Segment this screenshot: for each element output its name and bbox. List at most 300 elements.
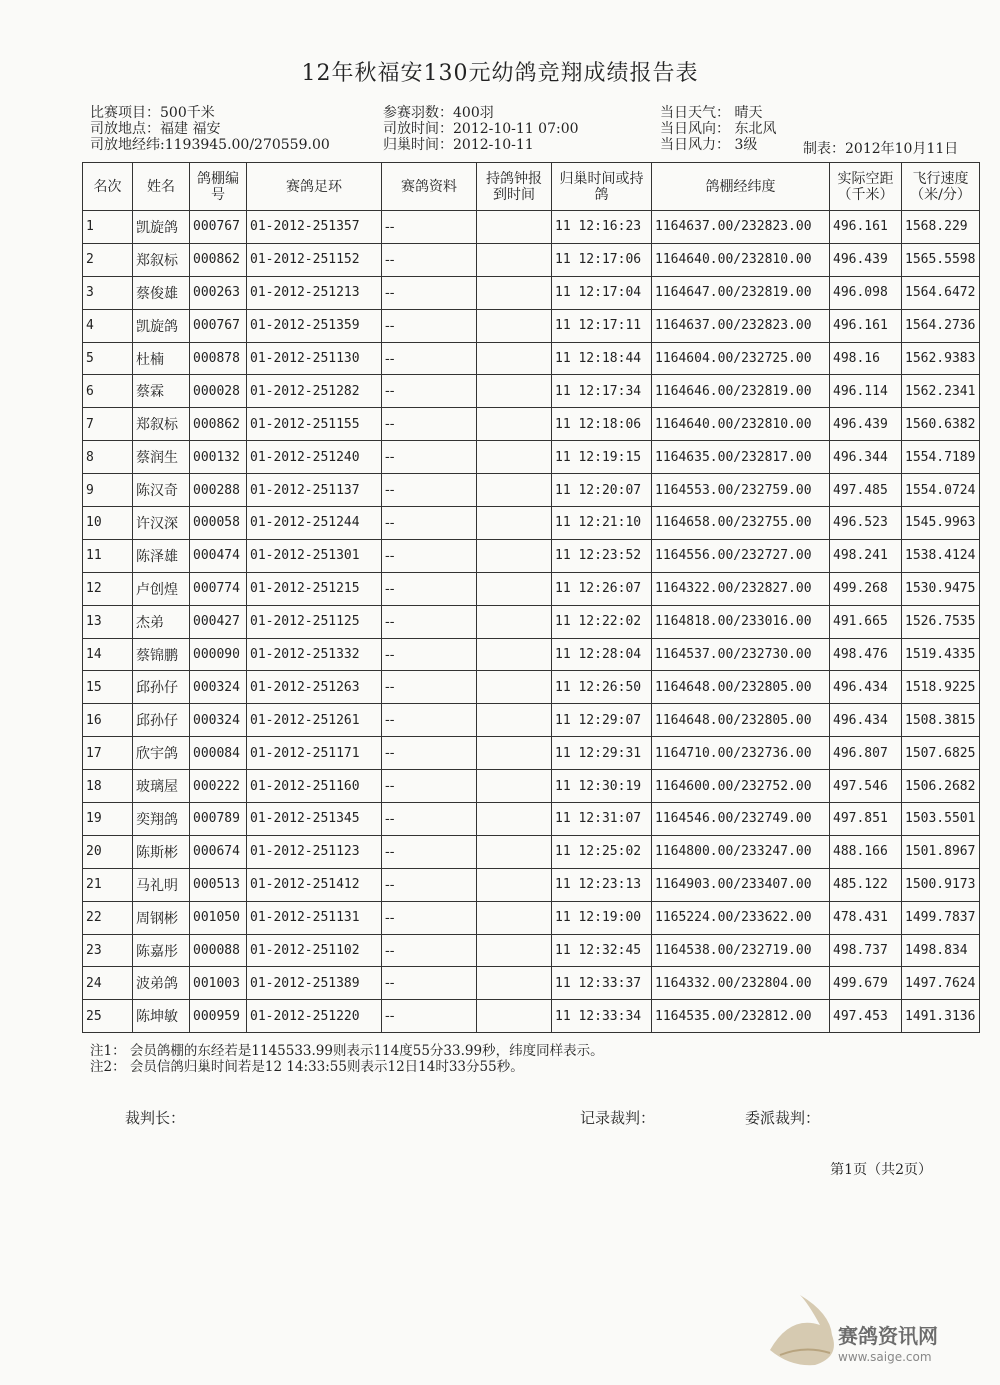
table-cell: 000767 [190, 211, 247, 244]
table-cell: 1499.7837 [902, 901, 980, 934]
table-cell [477, 408, 552, 441]
info-item: 归巢时间：2012-10-11 [383, 137, 534, 153]
table-cell: 1564.2736 [902, 309, 980, 342]
table-cell: 497.453 [830, 1000, 902, 1033]
table-cell: 01-2012-251261 [247, 704, 382, 737]
table-cell: -- [382, 276, 477, 309]
table-cell: 许汉深 [133, 507, 190, 540]
table-cell: 1562.9383 [902, 342, 980, 375]
table-cell: 1164635.00/232817.00 [652, 441, 830, 474]
table-row [83, 934, 980, 967]
table-cell: 陈泽雄 [133, 539, 190, 572]
table-cell: 20 [83, 835, 133, 868]
info-item: 当日天气： 晴天 [660, 105, 763, 121]
table-cell [477, 539, 552, 572]
table-cell: -- [382, 934, 477, 967]
table-cell: 21 [83, 868, 133, 901]
table-cell: 1538.4124 [902, 539, 980, 572]
report-title: 12年秋福安130元幼鸽竞翔成绩报告表 [301, 61, 699, 86]
table-cell [477, 638, 552, 671]
header-cell: 赛鸽资料 [382, 163, 477, 211]
table-cell: 1164646.00/232819.00 [652, 375, 830, 408]
table-cell: -- [382, 803, 477, 836]
table-cell: 01-2012-251213 [247, 276, 382, 309]
table-cell: 000789 [190, 803, 247, 836]
table-cell: -- [382, 671, 477, 704]
record-referee-label: 记录裁判： [580, 1109, 656, 1127]
table-cell: 485.122 [830, 868, 902, 901]
table-cell: -- [382, 770, 477, 803]
info-mid [383, 105, 579, 153]
table-cell: 11 12:26:50 [552, 671, 652, 704]
table-cell: 01-2012-251160 [247, 770, 382, 803]
table-row [83, 342, 980, 375]
table-cell: 1554.7189 [902, 441, 980, 474]
header-cell: 名次 [83, 163, 133, 211]
table-cell: 1164658.00/232755.00 [652, 507, 830, 540]
table-cell: 01-2012-251131 [247, 901, 382, 934]
table-cell: 11 12:29:07 [552, 704, 652, 737]
info-item: 司放地经纬:1193945.00/270559.00 [90, 137, 330, 153]
table-row [83, 507, 980, 540]
table-cell [477, 967, 552, 1000]
table-cell: 欣宇鸽 [133, 737, 190, 770]
table-cell: 491.665 [830, 605, 902, 638]
table-cell: 25 [83, 1000, 133, 1033]
table-cell: 01-2012-251102 [247, 934, 382, 967]
table-cell: 18 [83, 770, 133, 803]
header-cell: 持鸽钟报到时间 [477, 163, 552, 211]
table-cell: 01-2012-251263 [247, 671, 382, 704]
header-cell: 飞行速度（米/分） [902, 163, 980, 211]
table-cell: 凯旋鸽 [133, 309, 190, 342]
table-cell: 邱孙仔 [133, 704, 190, 737]
table-cell: 11 12:25:02 [552, 835, 652, 868]
table-cell: 1164648.00/232805.00 [652, 671, 830, 704]
table-cell: -- [382, 572, 477, 605]
table-cell [477, 704, 552, 737]
table-cell: 11 12:19:15 [552, 441, 652, 474]
table-cell: 1506.2682 [902, 770, 980, 803]
table-cell: 1500.9173 [902, 868, 980, 901]
table-cell: 496.434 [830, 671, 902, 704]
table-cell: 01-2012-251240 [247, 441, 382, 474]
table-row [83, 638, 980, 671]
table-cell: 1164800.00/233247.00 [652, 835, 830, 868]
table-cell: 001050 [190, 901, 247, 934]
table-cell: 000088 [190, 934, 247, 967]
table-cell: 498.476 [830, 638, 902, 671]
chief-referee-label: 裁判长： [125, 1109, 186, 1127]
header-cell: 鸽棚编号 [190, 163, 247, 211]
table-cell: 5 [83, 342, 133, 375]
table-cell: 01-2012-251359 [247, 309, 382, 342]
table-cell: 奕翔鸽 [133, 803, 190, 836]
table-row [83, 276, 980, 309]
table-cell: 11 12:17:06 [552, 243, 652, 276]
table-cell: 01-2012-251130 [247, 342, 382, 375]
results-table [82, 162, 980, 1033]
table-cell: 1164637.00/232823.00 [652, 211, 830, 244]
info-item: 司放时间：2012-10-11 07:00 [383, 121, 579, 137]
table-cell: 000862 [190, 408, 247, 441]
table-row [83, 605, 980, 638]
table-cell: 1568.229 [902, 211, 980, 244]
header-cell: 姓名 [133, 163, 190, 211]
table-cell: -- [382, 474, 477, 507]
table-row [83, 901, 980, 934]
table-cell: -- [382, 835, 477, 868]
table-cell: 1164546.00/232749.00 [652, 803, 830, 836]
table-cell: 01-2012-251332 [247, 638, 382, 671]
table-cell: 4 [83, 309, 133, 342]
table-cell: 000090 [190, 638, 247, 671]
table-cell: 01-2012-251215 [247, 572, 382, 605]
table-cell: 马礼明 [133, 868, 190, 901]
table-cell: 蔡润生 [133, 441, 190, 474]
table-cell: -- [382, 539, 477, 572]
table-cell: 000767 [190, 309, 247, 342]
table-row [83, 211, 980, 244]
table-row [83, 737, 980, 770]
table-cell: 01-2012-251282 [247, 375, 382, 408]
table-cell: 496.807 [830, 737, 902, 770]
info-item: 司放地点：福建 福安 [90, 121, 221, 137]
table-cell: 11 12:23:52 [552, 539, 652, 572]
header-cell: 鸽棚经纬度 [652, 163, 830, 211]
table-cell: 000028 [190, 375, 247, 408]
table-cell: 1164637.00/232823.00 [652, 309, 830, 342]
info-left [90, 105, 330, 153]
table-cell: 11 12:23:13 [552, 868, 652, 901]
table-cell: 1164538.00/232719.00 [652, 934, 830, 967]
table-cell: 11 12:21:10 [552, 507, 652, 540]
table-cell: 000878 [190, 342, 247, 375]
table-cell: 11 12:18:44 [552, 342, 652, 375]
table-cell: 01-2012-251220 [247, 1000, 382, 1033]
table-cell: 000288 [190, 474, 247, 507]
table-cell: -- [382, 967, 477, 1000]
table-cell: 01-2012-251357 [247, 211, 382, 244]
table-cell: -- [382, 605, 477, 638]
table-cell: 01-2012-251155 [247, 408, 382, 441]
table-cell: 1164818.00/233016.00 [652, 605, 830, 638]
table-row [83, 539, 980, 572]
table-cell [477, 934, 552, 967]
table-cell: 499.679 [830, 967, 902, 1000]
table-cell: 11 12:17:34 [552, 375, 652, 408]
header-cell: 实际空距（千米） [830, 163, 902, 211]
table-row [83, 309, 980, 342]
table-cell: 蔡俊雄 [133, 276, 190, 309]
info-right [660, 105, 776, 153]
table-cell: 000513 [190, 868, 247, 901]
table-cell: 17 [83, 737, 133, 770]
table-cell: -- [382, 375, 477, 408]
table-cell: 陈汉奇 [133, 474, 190, 507]
info-item: 比赛项目：500千米 [90, 105, 215, 121]
table-cell: 000862 [190, 243, 247, 276]
table-cell [477, 342, 552, 375]
table-cell: 497.546 [830, 770, 902, 803]
table-cell: -- [382, 408, 477, 441]
table-cell: 1564.6472 [902, 276, 980, 309]
table-cell: 1165224.00/233622.00 [652, 901, 830, 934]
table-cell: 11 12:33:34 [552, 1000, 652, 1033]
table-cell: 11 12:17:11 [552, 309, 652, 342]
table-row [83, 474, 980, 507]
table-cell: 1491.3136 [902, 1000, 980, 1033]
table-cell: 1164556.00/232727.00 [652, 539, 830, 572]
table-cell: 杰弟 [133, 605, 190, 638]
table-cell: 15 [83, 671, 133, 704]
table-cell: 11 12:22:02 [552, 605, 652, 638]
table-cell: 波弟鸽 [133, 967, 190, 1000]
table-cell [477, 375, 552, 408]
table-cell: 13 [83, 605, 133, 638]
table-row [83, 375, 980, 408]
table-cell: 1164640.00/232810.00 [652, 243, 830, 276]
table-cell: 16 [83, 704, 133, 737]
info-item: 当日风向： 东北风 [660, 121, 777, 137]
table-cell: 11 12:19:00 [552, 901, 652, 934]
table-cell [477, 671, 552, 704]
table-cell: 卢创煌 [133, 572, 190, 605]
table-cell: -- [382, 211, 477, 244]
table-row [83, 803, 980, 836]
table-cell: 1164647.00/232819.00 [652, 276, 830, 309]
table-row [83, 704, 980, 737]
table-cell: 1565.5598 [902, 243, 980, 276]
table-cell: 496.098 [830, 276, 902, 309]
table-cell: 478.431 [830, 901, 902, 934]
table-cell: 11 12:17:04 [552, 276, 652, 309]
note-item: 注1： 会员鸽棚的东经若是1145533.99则表示114度55分33.99秒，纬度同样表示。 [90, 1043, 604, 1059]
table-cell [477, 243, 552, 276]
table-cell: 1 [83, 211, 133, 244]
table-cell: 1164604.00/232725.00 [652, 342, 830, 375]
table-cell: 000427 [190, 605, 247, 638]
table-cell: 玻璃屋 [133, 770, 190, 803]
table-row [83, 770, 980, 803]
info-item: 参赛羽数：400羽 [383, 105, 494, 121]
info-item: 当日风力： 3级 [660, 137, 758, 153]
header-cell: 赛鸽足环 [247, 163, 382, 211]
table-cell: 3 [83, 276, 133, 309]
table-row [83, 243, 980, 276]
table-cell: 6 [83, 375, 133, 408]
table-cell: 499.268 [830, 572, 902, 605]
table-cell: 1503.5501 [902, 803, 980, 836]
table-cell [477, 474, 552, 507]
table-cell: 11 12:30:19 [552, 770, 652, 803]
assigned-referee-label: 委派裁判： [745, 1109, 821, 1127]
table-cell: 000132 [190, 441, 247, 474]
table-cell: 000674 [190, 835, 247, 868]
table-cell: -- [382, 868, 477, 901]
table-cell [477, 901, 552, 934]
table-cell: 1501.8967 [902, 835, 980, 868]
table-cell: -- [382, 243, 477, 276]
table-cell: 497.851 [830, 803, 902, 836]
table-cell: 11 12:32:45 [552, 934, 652, 967]
table-cell: 陈嘉彤 [133, 934, 190, 967]
table-cell: 496.523 [830, 507, 902, 540]
table-cell: 1164537.00/232730.00 [652, 638, 830, 671]
table-cell: 1507.6825 [902, 737, 980, 770]
table-cell: 01-2012-251244 [247, 507, 382, 540]
table-cell: 496.439 [830, 243, 902, 276]
table-row [83, 868, 980, 901]
table-cell: 1497.7624 [902, 967, 980, 1000]
table-cell: 01-2012-251123 [247, 835, 382, 868]
table-cell: 11 12:20:07 [552, 474, 652, 507]
table-cell [477, 211, 552, 244]
table-cell: 11 12:18:06 [552, 408, 652, 441]
table-row [83, 408, 980, 441]
table-cell: 7 [83, 408, 133, 441]
table-cell: 11 12:31:07 [552, 803, 652, 836]
table-cell: 01-2012-251171 [247, 737, 382, 770]
table-cell: 陈斯彬 [133, 835, 190, 868]
table-cell: 1164600.00/232752.00 [652, 770, 830, 803]
table-cell [477, 868, 552, 901]
table-cell [477, 441, 552, 474]
table-cell: 19 [83, 803, 133, 836]
table-cell: 11 [83, 539, 133, 572]
table-cell: 11 12:28:04 [552, 638, 652, 671]
table-cell: -- [382, 704, 477, 737]
table-cell: -- [382, 342, 477, 375]
table-cell: 邱孙仔 [133, 671, 190, 704]
table-cell: 11 12:16:23 [552, 211, 652, 244]
table-cell: 1498.834 [902, 934, 980, 967]
table-cell: 蔡霖 [133, 375, 190, 408]
table-cell: 周钢彬 [133, 901, 190, 934]
table-cell: 01-2012-251345 [247, 803, 382, 836]
table-cell: 蔡锦鹏 [133, 638, 190, 671]
table-cell: 001003 [190, 967, 247, 1000]
table-cell: 11 12:26:07 [552, 572, 652, 605]
table-cell: -- [382, 901, 477, 934]
table-cell: 000324 [190, 704, 247, 737]
table-cell: 498.737 [830, 934, 902, 967]
table-cell: 1164648.00/232805.00 [652, 704, 830, 737]
table-cell: 1530.9475 [902, 572, 980, 605]
table-row [83, 967, 980, 1000]
table-cell: -- [382, 507, 477, 540]
table-cell: 1560.6382 [902, 408, 980, 441]
table-cell: 488.166 [830, 835, 902, 868]
table-cell: 23 [83, 934, 133, 967]
table-cell: 1164640.00/232810.00 [652, 408, 830, 441]
table-cell: 000959 [190, 1000, 247, 1033]
header-cell: 归巢时间或持鸽 [552, 163, 652, 211]
table-cell: 陈坤敏 [133, 1000, 190, 1033]
table-cell: 496.434 [830, 704, 902, 737]
table-cell: 郑叙标 [133, 243, 190, 276]
table-cell: 12 [83, 572, 133, 605]
table-cell: 9 [83, 474, 133, 507]
table-cell [477, 1000, 552, 1033]
table-cell: 10 [83, 507, 133, 540]
table-cell: -- [382, 638, 477, 671]
table-cell [477, 309, 552, 342]
table-cell [477, 507, 552, 540]
table-cell: 8 [83, 441, 133, 474]
table-cell: 1526.7535 [902, 605, 980, 638]
table-cell: -- [382, 1000, 477, 1033]
table-cell: 1518.9225 [902, 671, 980, 704]
table-cell: 1554.0724 [902, 474, 980, 507]
table-cell: 498.241 [830, 539, 902, 572]
table-cell: 杜楠 [133, 342, 190, 375]
table-cell: 1164322.00/232827.00 [652, 572, 830, 605]
table-cell: 000774 [190, 572, 247, 605]
table-cell: 496.161 [830, 211, 902, 244]
table-cell [477, 803, 552, 836]
table-cell: -- [382, 441, 477, 474]
table-cell [477, 770, 552, 803]
table-cell [477, 605, 552, 638]
table-cell: 1164535.00/232812.00 [652, 1000, 830, 1033]
table-cell: 01-2012-251152 [247, 243, 382, 276]
table-cell: 496.114 [830, 375, 902, 408]
table-cell: 01-2012-251412 [247, 868, 382, 901]
table-cell: 01-2012-251301 [247, 539, 382, 572]
table-cell: 2 [83, 243, 133, 276]
table-cell: 01-2012-251137 [247, 474, 382, 507]
watermark-name: 赛鸽资讯网 [838, 1324, 938, 1348]
table-cell: 24 [83, 967, 133, 1000]
table-cell: 496.344 [830, 441, 902, 474]
table-cell: 1164553.00/232759.00 [652, 474, 830, 507]
table-cell: 郑叙标 [133, 408, 190, 441]
table-cell: 01-2012-251389 [247, 967, 382, 1000]
table-cell: 1508.3815 [902, 704, 980, 737]
header-row [83, 163, 980, 211]
page-number: 第1页（共2页） [830, 1162, 932, 1178]
table-cell: 1164710.00/232736.00 [652, 737, 830, 770]
table-row [83, 835, 980, 868]
note-item: 注2： 会员信鸽归巢时间若是12 14:33:55则表示12日14时33分55秒。 [90, 1059, 524, 1075]
made-date: 制表：2012年10月11日 [803, 141, 959, 157]
watermark-url: www.saige.com [838, 1350, 932, 1364]
table-cell: 000084 [190, 737, 247, 770]
table-cell: 496.439 [830, 408, 902, 441]
table-cell [477, 835, 552, 868]
table-cell: 000222 [190, 770, 247, 803]
table-cell: 000058 [190, 507, 247, 540]
table-cell: 11 12:33:37 [552, 967, 652, 1000]
table-row [83, 671, 980, 704]
table-cell: -- [382, 737, 477, 770]
table-cell: 496.161 [830, 309, 902, 342]
table-cell: 000263 [190, 276, 247, 309]
table-cell: 000324 [190, 671, 247, 704]
table-cell [477, 572, 552, 605]
notes [90, 1043, 604, 1075]
table-cell: 497.485 [830, 474, 902, 507]
table-cell: 22 [83, 901, 133, 934]
table-cell: 14 [83, 638, 133, 671]
table-cell: 1545.9963 [902, 507, 980, 540]
table-cell: 11 12:29:31 [552, 737, 652, 770]
table-cell: 凯旋鸽 [133, 211, 190, 244]
table-cell: 1164332.00/232804.00 [652, 967, 830, 1000]
table-row [83, 572, 980, 605]
table-cell: 000474 [190, 539, 247, 572]
